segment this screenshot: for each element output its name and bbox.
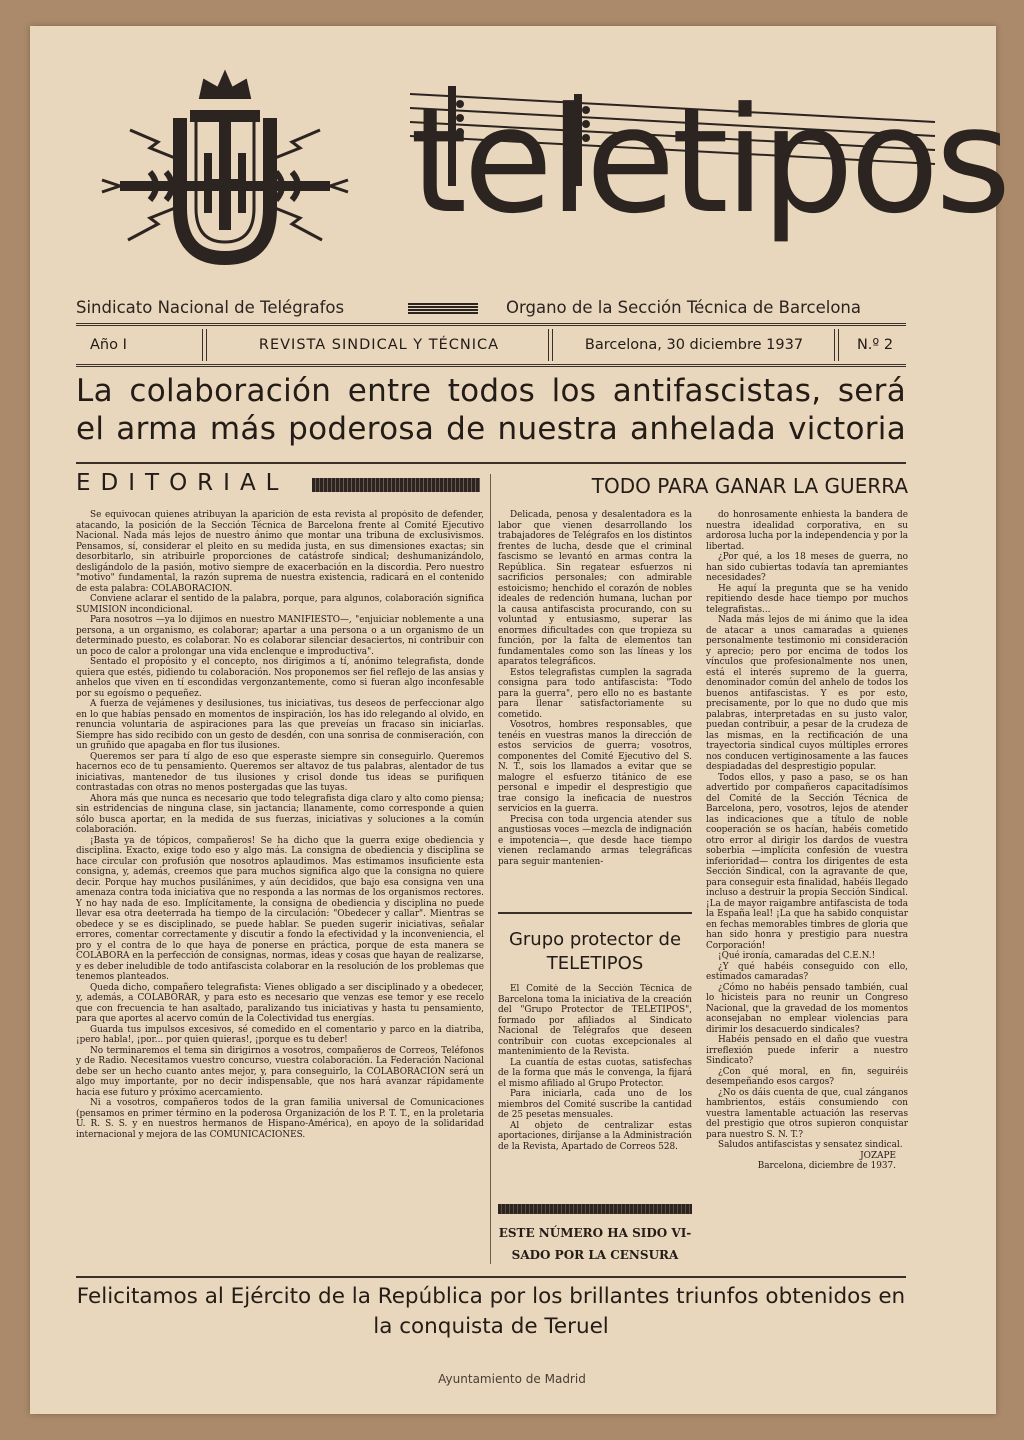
censura-line-1: ESTE NÚMERO HA SIDO VI- (498, 1226, 692, 1240)
grupo-body (498, 984, 692, 1196)
editorial-paragraph: Queda dicho, compañero telegrafista: Vienes obligado a ser disciplinado y a obedecer, y, además, a COLABORAR, y para esto es necesario que venzas ese temor y ese recelo que con frecuencia te han asaltado, paralizando tus iniciativas y hasta tu pensamiento, para que aportes al acervo común de la Colectividad tus energías. (76, 982, 484, 1024)
info-separator (834, 329, 839, 361)
guerra-paragraph: Habéis pensado en el daño que vuestra irreflexión puede inferir a nuestro Sindicato? (706, 1035, 908, 1066)
footer-rule (76, 1276, 906, 1278)
editorial-paragraph: Ni a vosotros, compañeros todos de la gran familia universal de Comunicaciones (pensamos en primer término en la poderosa Organización de los P. T. T., en la proletaria U. R. S. S. y en nuestros hermanos de Hispano-América), en apoyo de la solidaridad internacional y mejora de las COMUNICACIONES. (76, 1098, 484, 1140)
guerra-paragraph: Nada más lejos de mi ánimo que la idea de atacar a unos camaradas a quienes personalmente testimonio mi consideración y aprecio; pero por encima de todos los vínculos que profesionalmente nos unen, está el interés supremo de la guerra, denominador común del anhelo de todos los buenos antifascistas. Y es por esto, precisamente, por lo que no dudo que mis palabras, interpretadas en su justo valor, puedan contribuir, a pesar de la crudeza de las mismas, en la rectificación de una trayectoria sindical cuyos múltiples errores nos conducen vertiginosamente a las fauces despiadadas del desprestigio popular. (706, 615, 908, 772)
grupo-paragraph: Para iniciarla, cada uno de los miembros del Comité suscribe la cantidad de 25 pesetas mensuales. (498, 1089, 692, 1120)
censorship-notice (498, 1222, 692, 1266)
issue-info-bar (76, 323, 906, 367)
main-headline: La colaboración entre todos los antifascistas, será el arma más poderosa de nuestra anhelada victoria (76, 373, 906, 447)
issue-year: Año I (90, 337, 127, 353)
grupo-paragraph: Al objeto de centralizar estas aportaciones, diríjanse a la Administración de la Revista, Apartado de Correos 528. (498, 1120, 692, 1152)
guerra-paragraph: Estos telegrafistas cumplen la sagrada consigna para todo antifascista: "Todo para la guerra", pero ello no es bastante para llenar satisfactoriamente su cometido. (498, 667, 692, 720)
grupo-heading-line-1: Grupo protector de (508, 929, 682, 950)
grupo-paragraph: El Comité de la Sección Técnica de Barcelona toma la iniciativa de la creación del "Grupo Protector de TELETIPOS", formado por afiliados al Sindicato Nacional de Telégrafos que deseen contribuir con cuotas excepcionales al mantenimiento de la Revista. (498, 984, 692, 1057)
archive-credit: Ayuntamiento de Madrid (438, 1372, 586, 1386)
editorial-heading-bar (312, 478, 480, 492)
grupo-heading-line-2: TELETIPOS (546, 953, 644, 974)
info-separator (548, 329, 553, 361)
guerra-paragraph: Delicada, penosa y desalentadora es la labor que vienen desarrollando los trabajadores de Telégrafos en los distintos frentes de lucha, desde que el criminal fascismo se levantó en armas contra la República. Sin regatear esfuerzos ni sacrificios personales; con admirable estoicismo; henchido el corazón de nobles ideales de redención humana, luchan por la causa antifascista procurando, con su voluntad y entusiasmo, superar las enormes dificultades con que tropieza su función, por la falta de elementos tan fundamentales como son las líneas y los aparatos telegráficos. (498, 510, 692, 667)
masthead-title: teletipos (410, 76, 1008, 246)
guerra-paragraph: Vosotros, hombres responsables, que tenéis en vuestras manos la dirección de estos servicios de guerra; vosotros, componentes del Comité Ejecutivo del S. N. T., sois los llamados a evitar que se malogre el esfuerzo titánico de ese personal e impedir el desprestigio que trae consigo la ineficacia de nuestros servicios en la guerra. (498, 720, 692, 814)
editorial-heading: EDITORIAL (76, 470, 289, 496)
guerra-paragraph: ¿No os dáis cuenta de que, cual zánganos hambrientos, estáis consumiendo con vuestra lamentable actuación las reservas del prestigio que otros supieron conquistar para nuestro S. N. T.? (706, 1087, 908, 1140)
signature: JOZAPE (860, 1150, 896, 1161)
masthead-divider (408, 302, 478, 314)
editorial-paragraph: Conviene aclarar el sentido de la palabra, porque, para algunos, colaboración significa SUMISION incondicional. (76, 594, 484, 615)
guerra-paragraph: ¿Cómo no habéis pensado también, cual lo hicisteis para no reunir un Congreso Nacional, que la gravedad de los momentos aconsejaban no emplear violencias para dirimir los desacuerdo sindicales? (706, 982, 908, 1035)
info-separator (202, 329, 207, 361)
guerra-paragraph: He aquí la pregunta que se ha venido repitiendo desde hace tiempo por muchos telegrafistas... (706, 583, 908, 615)
guerra-paragraph: Precisa con toda urgencia atender sus angustiosas voces —mezcla de indignación e impotencia—, que desde hace tiempo vienen reclamando armas telegráficas para seguir mantenien- (498, 814, 692, 867)
guerra-paragraph: Todos ellos, y paso a paso, se os han advertido por compañeros capacitadísimos del Comité de la Sección Técnica de Barcelona, pero, vosotros, lejos de atender las indicaciones que a título de noble cooperación se os hacían, habéis cometido otro error al dirigir los dardos de vuestra soberbia —implícita confesión de vuestra inferioridad— contra los dirigentes de esta Sección Sindical, con la agravante de que, para conseguir esta finalidad, habéis llegado incluso a destruir la propia Sección Sindical. ¡La de mayor raigambre antifascista de toda la España leal! ¡La que ha sabido conquistar en fechas memorables timbres de gloria que han sido honra y prestigio para nuestra Corporación! (706, 772, 908, 951)
footer-headline: Felicitamos al Ejército de la República por los brillantes triunfos obtenidos en la conquista de Teruel (76, 1284, 906, 1339)
organ-line: Organo de la Sección Técnica de Barcelona (506, 298, 861, 317)
grupo-paragraph: La cuantía de estas cuotas, satisfechas de la forma que más le convenga, la fijará el mismo afiliado al Grupo Protector. (498, 1057, 692, 1089)
guerra-heading: TODO PARA GANAR LA GUERRA (591, 474, 908, 498)
guerra-column-a (498, 510, 692, 902)
editorial-paragraph: Sentado el propósito y el concepto, nos dirigimos a tí, anónimo telegrafista, donde quiera que estés, pidiendo tu colaboración. Nos proponemos ser fiel reflejo de las ansias y anhelos que viven en tí escondidas vergonzantemente, como si fueran algo inconfesable por su egoísmo o pequeñez. (76, 657, 484, 699)
issue-number: N.º 2 (856, 337, 894, 353)
guerra-paragraph: Saludos antifascistas y sensatez sindical. (718, 1140, 903, 1150)
censura-bar (498, 1204, 692, 1214)
editorial-paragraph: Queremos ser para tí algo de eso que esperaste siempre sin conseguirlo. Queremos hacernos eco de tu pensamiento. Queremos ser altavoz de tus palabras, alentador de tus iniciativas, mantenedor de tus ilusiones y crisol donde tus ideas se purifiquen contrastadas con otras no menos postergadas que las tuyas. (76, 751, 484, 793)
guerra-paragraph: ¿Con qué moral, en fin, seguiréis desempeñando esos cargos? (706, 1066, 908, 1087)
editorial-paragraph: A fuerza de vejámenes y desilusiones, tus iniciativas, tus deseos de perfeccionar algo en lo que habías pensado en momentos de inspiración, los has ido relegando al olvido, en renuncia voluntaria de aspiraciones para las que preveías un fracaso sin iniciarlas. Siempre has sido recibido con un gesto de desdén, con una sonrisa de conmiseración, con un gruñido que apagaba en flor tus ilusiones. (76, 699, 484, 751)
editorial-paragraph: ¡Basta ya de tópicos, compañeros! Se ha dicho que la guerra exige obediencia y disciplina. Exacto, exige todo eso y algo más. La consigna de obediencia y disciplina se hace circular con profusión que nosotros aplaudimos. Mas estimamos insuficiente esta consigna, y, además, creemos que para muchos significa algo que la consigna no quiere decir. Porque hay muchos pusilánimes, y aún decididos, que bajo esa consigna ven una amenaza contra toda iniciativa que no responda a las normas de los organismos rectores. Y no hay nada de eso. Implícitamente, la consigna de obediencia y disciplina no puede llevar esa otra deeterrada ha tiempo de la circulación: "Obedecer y callar". Mientras se obedece y se es disciplinado, se puede hablar. Se pueden sugerir iniciativas, señalar errores, comentar correctamente y discutir a fondo la efectividad y la inconveniencia, el pro y el contra de lo que haya de ponerse en práctica, porque de esta manera se COLABORA en la perfección de consignas, normas, ideas y cosas que hayan de realizarse, y es deber ineludible de todo antifascista colaborar en la resolución de los problemas que tenemos planteados. (76, 835, 484, 982)
union-emblem-logo (80, 58, 370, 298)
editorial-paragraph: No terminaremos el tema sin dirigirnos a vosotros, compañeros de Correos, Teléfonos y de Radio. Necesitamos vuestro concurso, vuestra colaboración. La Federación Nacional debe ser un hecho cuanto antes mejor, y, para conseguirlo, la COLABORACION será un algo muy importante, por no decir indispensable, que nos hará avanzar rápidamente hacia ese futuro y próximo acercamiento. (76, 1045, 484, 1098)
headline-rule (76, 462, 906, 464)
column-rule (490, 474, 491, 1264)
issue-dateline: Barcelona, 30 diciembre 1937 (584, 337, 804, 353)
editorial-paragraph: Para nosotros —ya lo dijimos en nuestro MANIFIESTO—, "enjuiciar noblemente a una persona, a un organismo, es colaborar; apartar a una persona o a un organismo de un determinado puesto, es colaborar. No es colaborar silenciar desaciertos, ni contribuir con un poco de calor a prolongar una vida enclenque e improductiva". (76, 615, 484, 657)
editorial-body (76, 510, 484, 1255)
publication-kind: REVISTA SINDICAL Y TÉCNICA (258, 337, 500, 353)
censura-line-2: SADO POR LA CENSURA (511, 1248, 679, 1262)
editorial-paragraph: Guarda tus impulsos excesivos, sé comedido en el comentario y parco en la diatriba, ¡pero habla!, ¡por... por quien quieras!, ¡porque es tu deber! (76, 1024, 484, 1045)
guerra-paragraph: do honrosamente enhiesta la bandera de nuestra idealidad corporativa, en su ardorosa lucha por la independencia y por la libertad. (706, 510, 908, 552)
signature-date: Barcelona, diciembre de 1937. (757, 1161, 896, 1171)
guerra-column-b (706, 510, 908, 1270)
guerra-paragraph: ¿Por qué, a los 18 meses de guerra, no han sido cubiertas todavía tan apremiantes necesidades? (706, 552, 908, 583)
guerra-paragraph: ¡Qué ironía, camaradas del C.E.N.! (718, 951, 876, 961)
guerra-paragraph: ¿Y qué habéis conseguido con ello, estimados camaradas? (706, 961, 908, 982)
crown-icon (200, 72, 250, 98)
editorial-paragraph: Se equivocan quienes atribuyan la aparición de esta revista al propósito de defender, atacando, la posición de la Sección Técnica de Barcelona frente al Comité Ejecutivo Nacional. Nada más lejos de nuestro ánimo que montar una tribuna de exclusivismos. Pensamos, sí, considerar el pleito en su medida justa, en sus dimensiones exactas; sin desorbitarlo, sin atribuirle proporciones de catástrofe sindical; deshumanizándolo, desligándolo de la pasión, motivo siempre de exacerbación en la discordia. Pero nuestro "motivo" fundamental, la razón suprema de nuestra existencia, radicará en el contenido de esta palabra: COLABORACION. (76, 510, 484, 594)
grupo-heading (498, 928, 692, 976)
union-name: Sindicato Nacional de Telégrafos (76, 298, 345, 317)
section-rule (498, 912, 692, 914)
editorial-paragraph: Ahora más que nunca es necesario que todo telegrafista diga claro y alto como piensa; sin estridencias de ninguna clase, sin jactancia; llanamente, como corresponde a quien sólo busca aportar, en la medida de sus fuerzas, iniciativas y soluciones a la común colaboración. (76, 793, 484, 835)
